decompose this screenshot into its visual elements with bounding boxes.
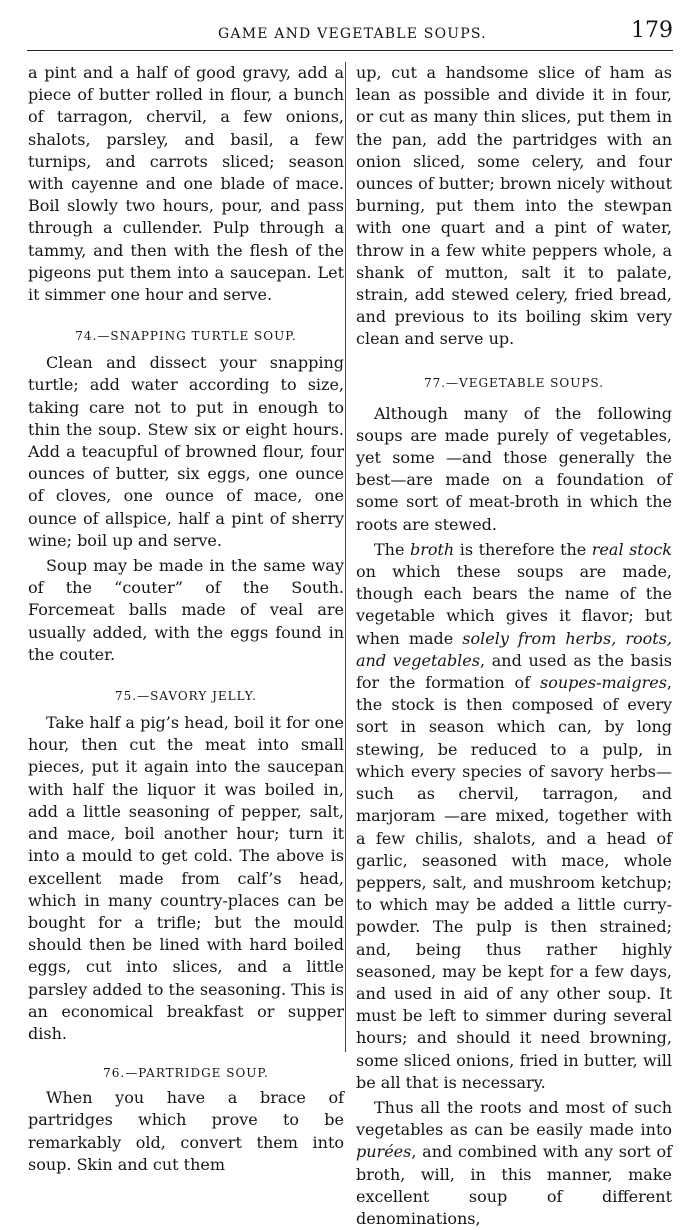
column-divider (345, 62, 346, 1052)
italic-term: soupes-maigres (540, 673, 667, 693)
recipe-74-paragraph-2: Soup may be made in the same way of the “couter” of the South. Forcemeat balls made of veal are usually added, with the eggs found in the couter. (28, 556, 344, 664)
text-run: The (374, 539, 410, 559)
running-header (28, 18, 673, 50)
text-run: Thus all the roots and most of such vegetables as can be easily made into (356, 1097, 672, 1140)
italic-term: real stock (591, 539, 672, 559)
italic-term: broth (409, 539, 455, 559)
recipe-77-paragraph-1: Although many of the following soups are made purely of vegetables, yet some —and those generally the best—are made on a foundation of some sort of meat-broth in which the roots are stewed. (356, 403, 672, 534)
recipe-75-paragraph-1: Take half a pig’s head, boil it for one hour, then cut the meat into small pieces, put it again into the saucepan with half the liquor it was boiled in, add a little seasoning of pepper, salt, and mace, boil another hour; turn it into a mould to get cold. The above is excellent made from calf’s head, which in many country-places can be bought for a trifle; but the mould should then be lined with hard boiled eggs, cut into slices, and a little parsley added to the seasoning. This is an economical breakfast or supper dish. (28, 713, 344, 1043)
recipe-heading-76: 76.—PARTRIDGE SOUP. (103, 1066, 269, 1081)
page-number: 179 (631, 18, 673, 43)
recipe-74-paragraph-1: Clean and dissect your snapping turtle; add water according to size, taking care not to put in enough to thin the soup. Stew six or eight hours. Add a teacupful of browned flour, four ounces of butter, six eggs, one ounce of cloves, one ounce of mace, one ounce of allspice, half a pint of sherry wine; boil up and serve. (28, 353, 344, 550)
continued-paragraph: up, cut a handsome slice of ham as lean as possible and divide it in four, or cut as many thin slices, put them in the pan, add the partridges with an onion sliced, some celery, and four ounces of butter; brown nicely without burning, put them into the stewpan with one quart and a pint of water, throw in a few white peppers whole, a shank of mutton, salt it to palate, strain, add stewed celery, fried bread, and previous to its boiling skim very clean and serve up. (356, 63, 672, 349)
text-run: on which these soups are made, though each bears the name of the vegetable which gives it flavor; but when made (356, 562, 672, 648)
recipe-heading-77: 77.—VEGETABLE SOUPS. (423, 375, 605, 390)
continued-paragraph: a pint and a half of good gravy, add a piece of butter rolled in flour, a bunch of tarragon, chervil, a few onions, shalots, parsley, and basil, a few turnips, and carrots sliced; season with cayenne and one blade of mace. Boil slowly two hours, pour, and pass through a cullender. Pulp through a tammy, and then with the flesh of the pigeons put them into a saucepan. Let it simmer one hour and serve. (28, 63, 344, 305)
text-run: , and combined with any sort of broth, will, in this manner, make excellent soup of different denominations, (356, 1142, 672, 1228)
left-column (28, 62, 344, 1176)
recipe-77-paragraph-3 (356, 1097, 672, 1230)
recipe-76-paragraph-1: When you have a brace of partridges which prove to be remarkably old, convert them into soup. Skin and cut them (28, 1088, 344, 1174)
recipe-77-paragraph-2 (356, 539, 672, 1094)
text-run: , the stock is then composed of every sort in season which can, by long stewing, be reduced to a pulp, in which every species of savory herbs—such as chervil, tarragon, and marjoram —are mixed, together with a few chilis, shalots, and a head of garlic, seasoned with mace, whole peppers, salt, and mushroom ketchup; to which may be added a little curry-powder. The pulp is then strained; and, being thus rather highly seasoned, may be kept for a few days, and used in aid of any other soup. It must be left to simmer during several hours; and should it need browning, some sliced onions, fried in butter, will be all that is necessary. (356, 673, 672, 1092)
recipe-heading-74: 74.—SNAPPING TURTLE SOUP. (75, 329, 297, 344)
text-run: is therefore the (454, 539, 592, 559)
recipe-heading-75: 75.—SAVORY JELLY. (115, 689, 257, 704)
right-column (356, 62, 672, 1230)
italic-term: purées (356, 1142, 412, 1162)
text-run: , and used as the basis for the formation of (356, 650, 672, 693)
running-title: GAME AND VEGETABLE SOUPS. (218, 26, 487, 42)
header-rule (27, 50, 673, 51)
italic-term: solely from herbs, roots, and vegetables (356, 628, 672, 670)
